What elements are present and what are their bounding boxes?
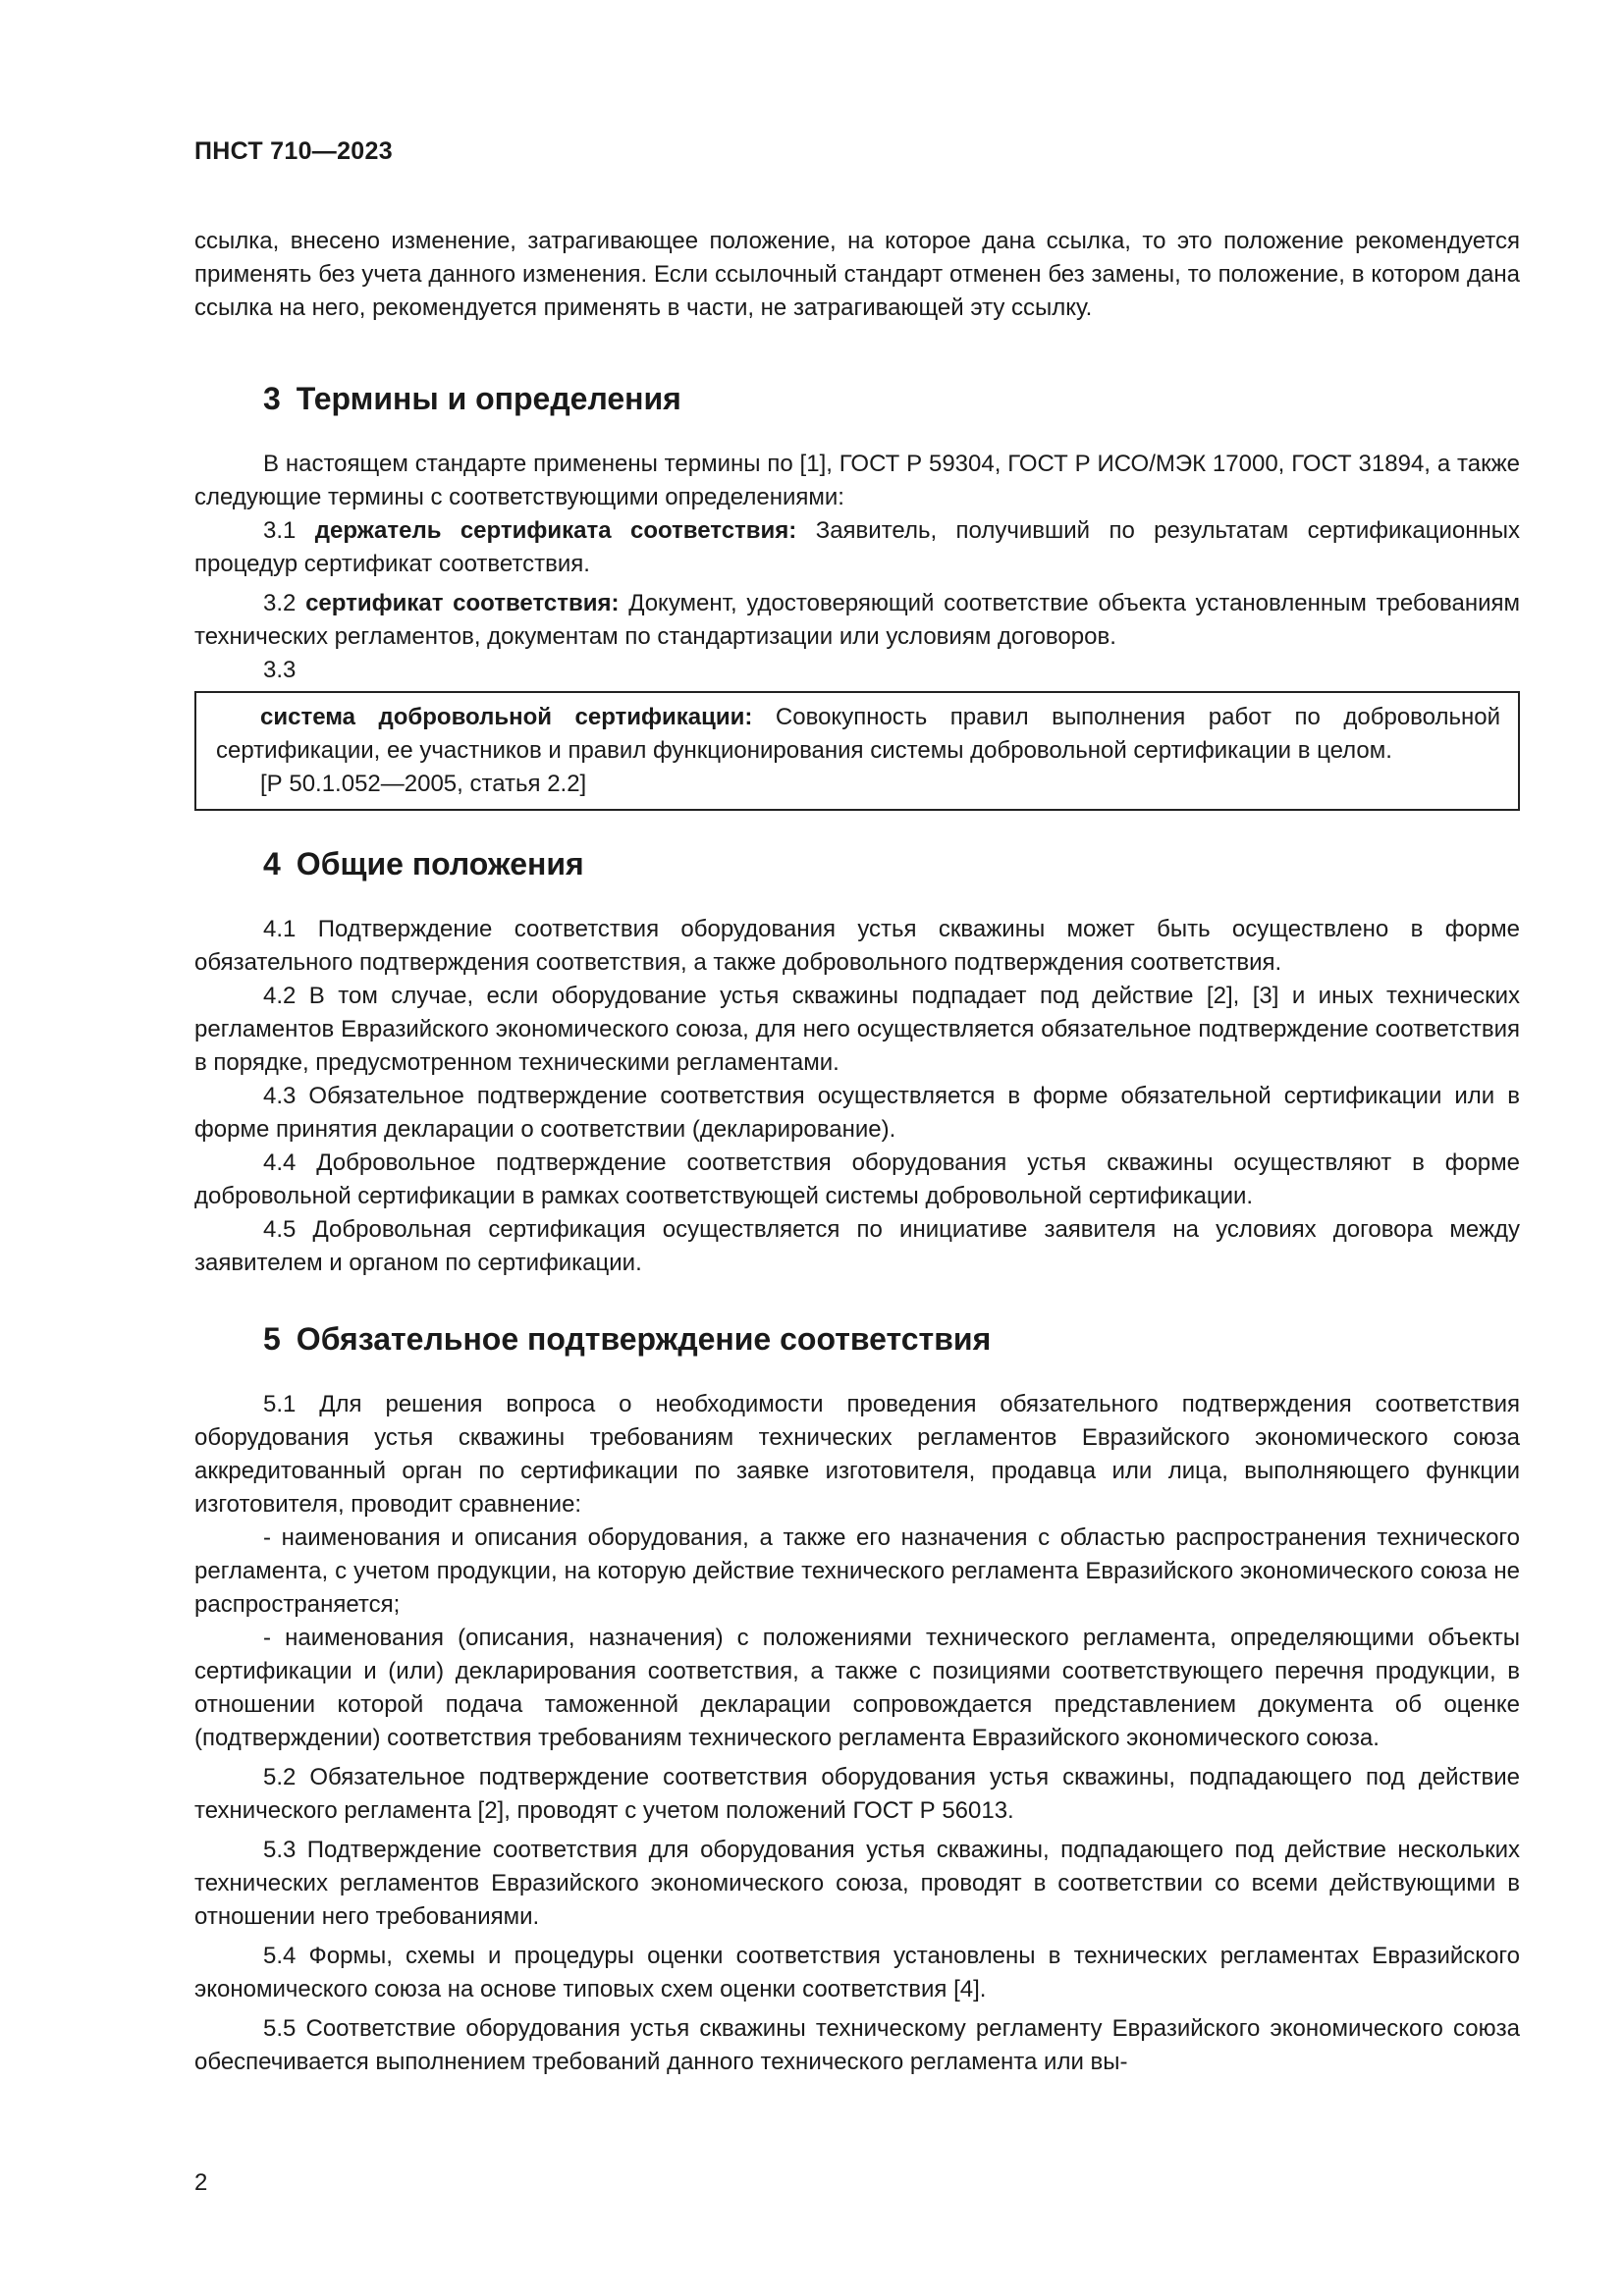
section-title: Обязательное подтверждение соответствия bbox=[296, 1321, 992, 1357]
term-3-3-number: 3.3 bbox=[263, 657, 297, 683]
term-number: 3.2 bbox=[263, 590, 297, 616]
term-3-1 bbox=[194, 514, 1520, 581]
section-title: Общие положения bbox=[296, 846, 584, 881]
clause-4-3: 4.3 Обязательное подтверждение соответствия осуществляется в форме обязательной сертификации или в форме принятия декларации о соответствии (декларирование). bbox=[194, 1083, 1520, 1143]
clause-5-1: 5.1 Для решения вопроса о необходимости проведения обязательного подтверждения соответствия оборудования устья скважины требованиям технических регламентов Евразийского экономического союза аккредитованный орган по сертификации по заявке изготовителя, продавца или лица, выполняющего функции изготовителя, проводит сравнение: bbox=[194, 1391, 1520, 1518]
term-definition: Совокупность правил выполнения работ по добровольной сертификации, ее участников и правил функционирования системы добровольной сертификации в целом. bbox=[216, 704, 1500, 764]
document-page bbox=[194, 137, 1520, 2079]
term-number: 3.1 bbox=[263, 517, 297, 544]
term-definition: Заявитель, получивший по результатам сертификационных процедур сертификат соответствия. bbox=[194, 517, 1521, 577]
list-item: - наименования (описания, назначения) с положениями технического регламента, определяющими объекты сертификации и (или) декларирования соответствия, а также с позициями соответствующего перечня продукции, в отношении которой подача таможенной декларации сопровождается представлением документа об оценке (подтверждении) соответствия требованиям технического регламента Евразийского экономического союза. bbox=[194, 1625, 1520, 1751]
section-number: 5 bbox=[263, 1321, 281, 1357]
section-title: Термины и определения bbox=[296, 381, 681, 416]
term-3-2 bbox=[194, 587, 1520, 654]
list-item: - наименования и описания оборудования, а также его назначения с областью распространения технического регламента, с учетом продукции, на которую действие технического регламента Евразийского экономического союза не распространяется; bbox=[194, 1524, 1520, 1618]
clause-5-4: 5.4 Формы, схемы и процедуры оценки соответствия установлены в технических регламентах Евразийского экономического союза на основе типовых схем оценки соответствия [4]. bbox=[194, 1943, 1520, 2002]
clause-4-1: 4.1 Подтверждение соответствия оборудования устья скважины может быть осуществлено в форме обязательного подтверждения соответствия, а также добровольного подтверждения соответствия. bbox=[194, 916, 1520, 976]
section-3-heading bbox=[194, 379, 1520, 418]
term-name: система добровольной сертификации: bbox=[260, 704, 753, 730]
clause-4-2: 4.2 В том случае, если оборудование устья скважины подпадает под действие [2], [3] и иных технических регламентов Евразийского экономического союза, для него осуществляется обязательное подтверждение соответствия в порядке, предусмотренном техническими регламентами. bbox=[194, 983, 1520, 1076]
intro-paragraph: ссылка, внесено изменение, затрагивающее положение, на которое дана ссылка, то это положение рекомендуется применять без учета данного изменения. Если ссылочный стандарт отменен без замены, то положение, в котором дана ссылка на него, рекомендуется применять в части, не затрагивающей эту ссылку. bbox=[194, 228, 1520, 321]
clause-4-5: 4.5 Добровольная сертификация осуществляется по инициативе заявителя на условиях договора между заявителем и органом по сертификации. bbox=[194, 1216, 1520, 1276]
section-4-heading bbox=[194, 844, 1520, 883]
term-3-3-box bbox=[194, 691, 1520, 811]
term-source-reference: [Р 50.1.052—2005, статья 2.2] bbox=[260, 771, 587, 797]
document-code: ПНСТ 710—2023 bbox=[194, 137, 393, 165]
clause-4-4: 4.4 Добровольное подтверждение соответствия оборудования устья скважины осуществляют в форме добровольной сертификации в рамках соответствующей системы добровольной сертификации. bbox=[194, 1149, 1520, 1209]
section-number: 4 bbox=[263, 846, 281, 881]
page-number: 2 bbox=[194, 2169, 208, 2196]
section-5-heading bbox=[194, 1319, 1520, 1359]
clause-5-3: 5.3 Подтверждение соответствия для оборудования устья скважины, подпадающего под действие нескольких технических регламентов Евразийского экономического союза, проводят в соответствии со всеми действующими в отношении него требованиями. bbox=[194, 1837, 1520, 1930]
term-name: держатель сертификата соответствия: bbox=[314, 517, 797, 544]
clause-5-2: 5.2 Обязательное подтверждение соответствия оборудования устья скважины, подпадающего под действие технического регламента [2], проводят с учетом положений ГОСТ Р 56013. bbox=[194, 1764, 1520, 1824]
term-3-3 bbox=[216, 701, 1500, 768]
section-3-intro: В настоящем стандарте применены термины по [1], ГОСТ Р 59304, ГОСТ Р ИСО/МЭК 17000, ГОСТ 31894, а также следующие термины с соответствующими определениями: bbox=[194, 451, 1520, 510]
term-definition: Документ, удостоверяющий соответствие объекта установленным требованиям технических регламентов, документам по стандартизации или условиям договоров. bbox=[194, 590, 1521, 650]
section-number: 3 bbox=[263, 381, 281, 416]
clause-5-5: 5.5 Соответствие оборудования устья скважины техническому регламенту Евразийского экономического союза обеспечивается выполнением требований данного технического регламента или вы- bbox=[194, 2015, 1520, 2075]
term-name: сертификат соответствия: bbox=[305, 590, 620, 616]
